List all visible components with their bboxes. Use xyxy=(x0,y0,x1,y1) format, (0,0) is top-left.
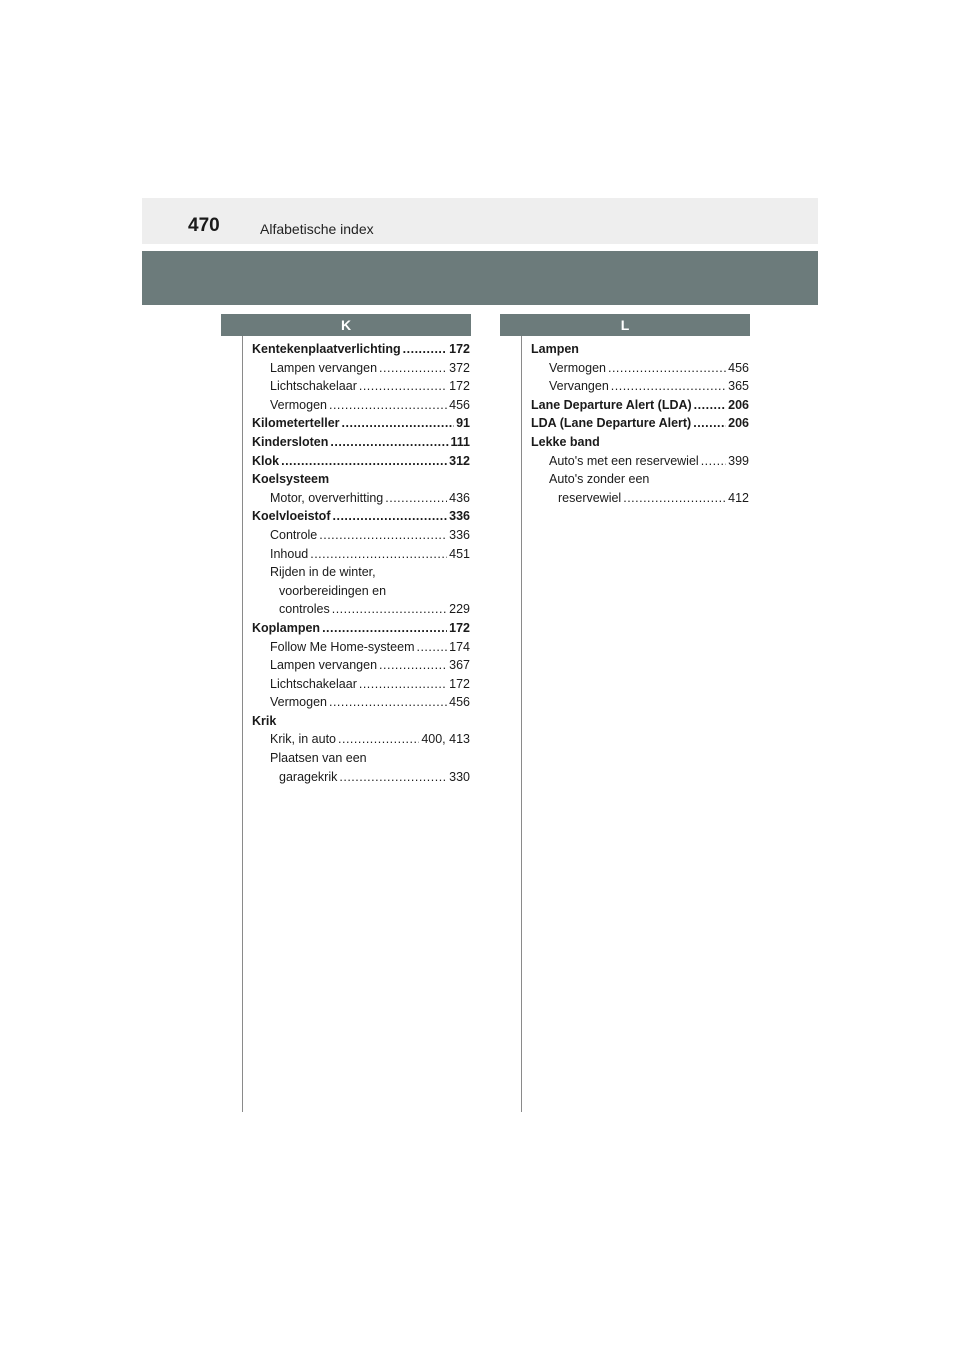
index-entry xyxy=(252,414,470,433)
index-entry xyxy=(531,396,749,415)
index-entry xyxy=(252,656,470,675)
index-entry xyxy=(252,396,470,415)
entry-page-number: 206 xyxy=(728,416,749,431)
entry-term: Koplampen xyxy=(252,620,321,635)
entry-page-number: 399 xyxy=(728,453,749,468)
entry-page-number: 172 xyxy=(449,342,470,356)
dot-leader xyxy=(359,675,447,694)
entry-term: Lampen xyxy=(531,342,579,356)
entry-term: garagekrik xyxy=(279,769,338,784)
index-entry xyxy=(252,693,470,712)
index-entry xyxy=(252,619,470,638)
index-entry xyxy=(252,545,470,564)
dot-leader xyxy=(693,414,726,433)
index-entry xyxy=(531,433,749,452)
entry-term: Lampen vervangen xyxy=(270,360,378,375)
entry-page-number: 330 xyxy=(449,769,470,784)
entry-page-number: 400, 413 xyxy=(421,732,470,747)
entry-page-number: 372 xyxy=(449,360,470,375)
index-entry xyxy=(252,340,470,359)
dot-leader xyxy=(342,414,455,433)
index-entry xyxy=(531,452,749,471)
entry-term: Vermogen xyxy=(270,695,327,710)
entry-term: Motor, oververhitting xyxy=(270,490,384,505)
index-entry xyxy=(252,638,470,657)
dot-leader xyxy=(310,545,447,564)
index-entry xyxy=(252,452,470,471)
entry-page-number: 456 xyxy=(449,695,470,710)
dot-leader xyxy=(338,730,419,749)
index-entry xyxy=(252,563,470,582)
entry-term: Controle xyxy=(270,527,318,542)
index-column-l xyxy=(531,340,749,507)
dot-leader xyxy=(333,507,448,526)
entry-term: Auto's met een reservewiel xyxy=(549,453,699,468)
entry-term: Rijden in de winter, xyxy=(270,565,376,580)
entry-term: Kentekenplaatverlichting xyxy=(252,342,401,356)
entry-term: Klok xyxy=(252,453,280,468)
index-entry xyxy=(252,359,470,378)
index-column-k xyxy=(252,340,470,786)
index-entry xyxy=(252,507,470,526)
entry-term: Kilometerteller xyxy=(252,416,340,431)
page-number: 470 xyxy=(188,215,220,236)
entry-term: Vervangen xyxy=(549,379,609,394)
index-entry xyxy=(531,489,749,508)
entry-term: Krik, in auto xyxy=(270,732,337,747)
index-entry xyxy=(252,377,470,396)
entry-page-number: 312 xyxy=(449,453,470,468)
index-entry xyxy=(252,582,470,601)
index-entry xyxy=(252,712,470,731)
entry-page-number: 336 xyxy=(449,509,470,524)
entry-page-number: 367 xyxy=(449,658,470,673)
entry-term: Inhoud xyxy=(270,546,309,561)
dot-leader xyxy=(701,452,726,471)
dot-leader xyxy=(322,619,447,638)
index-entry xyxy=(531,359,749,378)
dot-leader xyxy=(403,340,447,359)
entry-page-number: 436 xyxy=(449,490,470,505)
dot-leader xyxy=(379,656,447,675)
entry-term: Lichtschakelaar xyxy=(270,379,357,394)
index-entry xyxy=(531,414,749,433)
index-entry xyxy=(252,433,470,452)
index-entry xyxy=(252,600,470,619)
entry-term: Kindersloten xyxy=(252,434,329,449)
entry-page-number: 172 xyxy=(449,620,470,635)
column-divider xyxy=(521,336,522,1112)
dot-leader xyxy=(608,359,726,378)
index-entry xyxy=(252,470,470,489)
entry-page-number: 336 xyxy=(449,527,470,542)
dot-leader xyxy=(329,396,447,415)
header-band xyxy=(142,251,818,305)
entry-page-number: 456 xyxy=(449,397,470,412)
entry-term: Koelvloeistof xyxy=(252,509,331,524)
index-entry xyxy=(252,489,470,508)
entry-term: Lampen vervangen xyxy=(270,658,378,673)
dot-leader xyxy=(385,489,447,508)
entry-term: Lichtschakelaar xyxy=(270,676,357,691)
entry-term: Plaatsen van een xyxy=(270,751,367,766)
dot-leader xyxy=(330,433,448,452)
entry-term: reservewiel xyxy=(558,490,622,505)
entry-page-number: 456 xyxy=(728,360,749,375)
entry-page-number: 172 xyxy=(449,676,470,691)
entry-term: Koelsysteem xyxy=(252,472,330,487)
entry-term: Lane Departure Alert (LDA) xyxy=(531,397,692,412)
letter-tab-l: L xyxy=(500,314,750,336)
entry-term: LDA (Lane Departure Alert) xyxy=(531,416,692,431)
entry-page-number: 91 xyxy=(456,416,470,431)
dot-leader xyxy=(623,489,726,508)
entry-term: Lekke band xyxy=(531,434,600,449)
entry-term: Follow Me Home-systeem xyxy=(270,639,415,654)
entry-page-number: 229 xyxy=(449,602,470,617)
index-entry xyxy=(252,526,470,545)
entry-page-number: 206 xyxy=(728,397,749,412)
entry-page-number: 451 xyxy=(449,546,470,561)
entry-page-number: 111 xyxy=(450,434,470,449)
index-entry xyxy=(252,675,470,694)
entry-term: voorbereidingen en xyxy=(279,583,387,598)
entry-page-number: 365 xyxy=(728,379,749,394)
index-entry xyxy=(252,768,470,787)
index-entry xyxy=(252,749,470,768)
entry-term: Vermogen xyxy=(549,360,606,375)
entry-term: controles xyxy=(279,602,330,617)
dot-leader xyxy=(611,377,726,396)
dot-leader xyxy=(339,768,447,787)
index-entry xyxy=(531,377,749,396)
index-entry xyxy=(252,730,470,749)
entry-term: Auto's zonder een xyxy=(549,472,650,487)
entry-page-number: 174 xyxy=(449,639,470,654)
entry-page-number: 412 xyxy=(728,490,749,505)
index-entry xyxy=(531,470,749,489)
page-header xyxy=(142,198,818,244)
entry-page-number: 172 xyxy=(449,379,470,394)
column-divider xyxy=(242,336,243,1112)
dot-leader xyxy=(281,452,447,471)
entry-term: Krik xyxy=(252,713,277,728)
dot-leader xyxy=(359,377,447,396)
dot-leader xyxy=(332,600,447,619)
index-entry xyxy=(531,340,749,359)
section-title: Alfabetische index xyxy=(260,221,374,237)
dot-leader xyxy=(694,396,726,415)
dot-leader xyxy=(416,638,447,657)
dot-leader xyxy=(319,526,447,545)
letter-tab-k: K xyxy=(221,314,471,336)
dot-leader xyxy=(379,359,447,378)
dot-leader xyxy=(329,693,447,712)
entry-term: Vermogen xyxy=(270,397,327,412)
